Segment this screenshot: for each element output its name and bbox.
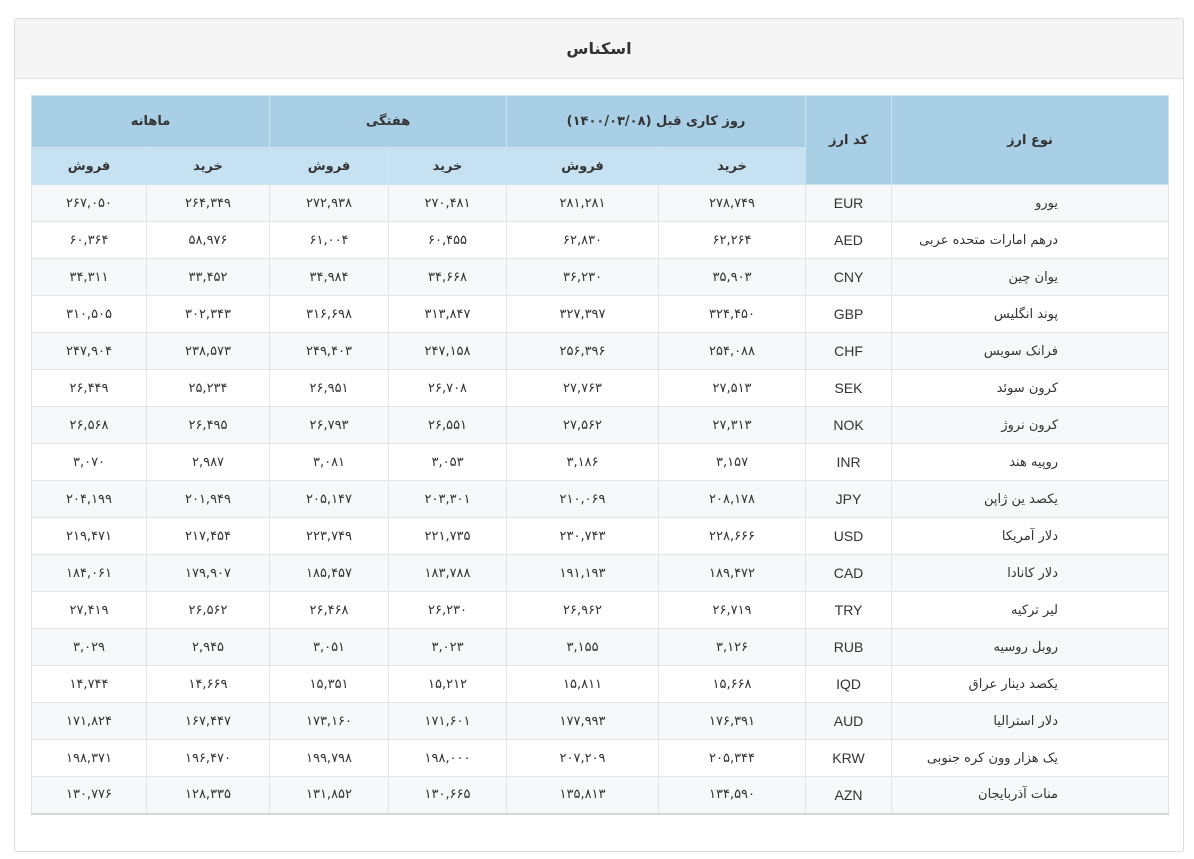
header-monthly: ماهانه: [32, 96, 270, 148]
table-row: [32, 629, 1169, 666]
monthly-sell: ۲۴۷,۹۰۴: [32, 333, 147, 370]
monthly-buy: ۲۱۷,۴۵۴: [147, 518, 270, 555]
weekly-sell: ۶۱,۰۰۴: [270, 222, 389, 259]
prev-day-sell: ۲۰۷,۲۰۹: [507, 740, 659, 777]
weekly-sell: ۲۰۵,۱۴۷: [270, 481, 389, 518]
prev-day-buy: ۲۰۸,۱۷۸: [659, 481, 806, 518]
monthly-buy: ۱۷۹,۹۰۷: [147, 555, 270, 592]
prev-day-buy: ۱۸۹,۴۷۲: [659, 555, 806, 592]
prev-day-buy: ۳,۱۲۶: [659, 629, 806, 666]
weekly-buy: ۳,۰۵۳: [389, 444, 507, 481]
prev-day-buy: ۲۷,۵۱۳: [659, 370, 806, 407]
currency-code: AUD: [806, 703, 892, 740]
monthly-buy: ۱۴,۶۶۹: [147, 666, 270, 703]
header-monthly-buy: خرید: [147, 148, 270, 185]
monthly-sell: ۲۱۹,۴۷۱: [32, 518, 147, 555]
prev-day-sell: ۳۲۷,۳۹۷: [507, 296, 659, 333]
monthly-buy: ۲۰۱,۹۴۹: [147, 481, 270, 518]
weekly-sell: ۲۴۹,۴۰۳: [270, 333, 389, 370]
monthly-sell: ۳۱۰,۵۰۵: [32, 296, 147, 333]
weekly-buy: ۲۰۳,۳۰۱: [389, 481, 507, 518]
table-row: [32, 370, 1169, 407]
currency-name: کرون سوئد: [892, 370, 1169, 407]
monthly-buy: ۱۹۶,۴۷۰: [147, 740, 270, 777]
header-weekly: هفتگی: [270, 96, 507, 148]
table-row: [32, 740, 1169, 777]
currency-name: پوند انگلیس: [892, 296, 1169, 333]
prev-day-buy: ۳,۱۵۷: [659, 444, 806, 481]
prev-day-buy: ۲۷,۳۱۳: [659, 407, 806, 444]
monthly-sell: ۲۶,۵۶۸: [32, 407, 147, 444]
table-row: [32, 259, 1169, 296]
table-row: [32, 444, 1169, 481]
currency-code: IQD: [806, 666, 892, 703]
weekly-sell: ۳۴,۹۸۴: [270, 259, 389, 296]
monthly-buy: ۳۳,۴۵۲: [147, 259, 270, 296]
prev-day-sell: ۲۱۰,۰۶۹: [507, 481, 659, 518]
weekly-buy: ۱۸۳,۷۸۸: [389, 555, 507, 592]
prev-day-buy: ۲۲۸,۶۶۶: [659, 518, 806, 555]
currency-name: فرانک سویس: [892, 333, 1169, 370]
monthly-sell: ۳۴,۳۱۱: [32, 259, 147, 296]
weekly-sell: ۱۸۵,۴۵۷: [270, 555, 389, 592]
prev-day-sell: ۳,۱۸۶: [507, 444, 659, 481]
currency-name: دلار استرالیا: [892, 703, 1169, 740]
currency-name: یورو: [892, 185, 1169, 222]
monthly-sell: ۱۷۱,۸۲۴: [32, 703, 147, 740]
monthly-sell: ۱۴,۷۴۴: [32, 666, 147, 703]
currency-code: RUB: [806, 629, 892, 666]
prev-day-buy: ۳۵,۹۰۳: [659, 259, 806, 296]
currency-code: USD: [806, 518, 892, 555]
weekly-sell: ۲۶,۷۹۳: [270, 407, 389, 444]
table-row: [32, 481, 1169, 518]
header-prev-day: روز کاری قبل (۱۴۰۰/۰۳/۰۸): [507, 96, 806, 148]
weekly-buy: ۲۶,۵۵۱: [389, 407, 507, 444]
monthly-sell: ۲۶,۴۴۹: [32, 370, 147, 407]
table-row: [32, 296, 1169, 333]
currency-name: درهم امارات متحده عربی: [892, 222, 1169, 259]
prev-day-buy: ۲۶,۷۱۹: [659, 592, 806, 629]
prev-day-sell: ۲۷,۷۶۳: [507, 370, 659, 407]
prev-day-sell: ۱۳۵,۸۱۳: [507, 777, 659, 814]
currency-code: CNY: [806, 259, 892, 296]
currency-name: دلار کانادا: [892, 555, 1169, 592]
monthly-sell: ۱۳۰,۷۷۶: [32, 777, 147, 814]
prev-day-sell: ۲۶,۹۶۲: [507, 592, 659, 629]
weekly-buy: ۳,۰۲۳: [389, 629, 507, 666]
prev-day-sell: ۱۵,۸۱۱: [507, 666, 659, 703]
weekly-buy: ۲۲۱,۷۳۵: [389, 518, 507, 555]
prev-day-buy: ۱۳۴,۵۹۰: [659, 777, 806, 814]
weekly-sell: ۱۷۳,۱۶۰: [270, 703, 389, 740]
monthly-buy: ۵۸,۹۷۶: [147, 222, 270, 259]
prev-day-buy: ۳۲۴,۴۵۰: [659, 296, 806, 333]
weekly-sell: ۳,۰۸۱: [270, 444, 389, 481]
weekly-sell: ۱۹۹,۷۹۸: [270, 740, 389, 777]
prev-day-sell: ۲۷,۵۶۲: [507, 407, 659, 444]
monthly-buy: ۳۰۲,۳۴۳: [147, 296, 270, 333]
panel-title: اسکناس: [15, 19, 1183, 79]
prev-day-buy: ۲۷۸,۷۴۹: [659, 185, 806, 222]
weekly-buy: ۱۵,۲۱۲: [389, 666, 507, 703]
prev-day-sell: ۲۵۶,۳۹۶: [507, 333, 659, 370]
prev-day-buy: ۱۷۶,۳۹۱: [659, 703, 806, 740]
prev-day-buy: ۲۵۴,۰۸۸: [659, 333, 806, 370]
prev-day-sell: ۳۶,۲۳۰: [507, 259, 659, 296]
table-row: [32, 666, 1169, 703]
table-row: [32, 777, 1169, 814]
currency-name: روپیه هند: [892, 444, 1169, 481]
monthly-sell: ۲۰۴,۱۹۹: [32, 481, 147, 518]
monthly-buy: ۲۶,۵۶۲: [147, 592, 270, 629]
currency-name: یکصد ین ژاپن: [892, 481, 1169, 518]
currency-code: AZN: [806, 777, 892, 814]
prev-day-sell: ۲۸۱,۲۸۱: [507, 185, 659, 222]
monthly-sell: ۳,۰۲۹: [32, 629, 147, 666]
currency-code: GBP: [806, 296, 892, 333]
monthly-buy: ۱۲۸,۳۳۵: [147, 777, 270, 814]
header-weekly-buy: خرید: [389, 148, 507, 185]
prev-day-sell: ۱۹۱,۱۹۳: [507, 555, 659, 592]
weekly-sell: ۲۷۲,۹۳۸: [270, 185, 389, 222]
rates-table-wrapper: [31, 95, 1168, 815]
weekly-buy: ۲۴۷,۱۵۸: [389, 333, 507, 370]
currency-code: AED: [806, 222, 892, 259]
header-currency-type: نوع ارز: [892, 96, 1169, 185]
table-row: [32, 333, 1169, 370]
weekly-buy: ۱۷۱,۶۰۱: [389, 703, 507, 740]
weekly-buy: ۱۹۸,۰۰۰: [389, 740, 507, 777]
weekly-buy: ۶۰,۴۵۵: [389, 222, 507, 259]
currency-code: SEK: [806, 370, 892, 407]
monthly-buy: ۲,۹۸۷: [147, 444, 270, 481]
table-row: [32, 407, 1169, 444]
table-row: [32, 185, 1169, 222]
weekly-buy: ۳۱۳,۸۴۷: [389, 296, 507, 333]
monthly-buy: ۲۶,۴۹۵: [147, 407, 270, 444]
rates-table: [31, 95, 1169, 815]
monthly-sell: ۱۸۴,۰۶۱: [32, 555, 147, 592]
currency-code: INR: [806, 444, 892, 481]
currency-code: TRY: [806, 592, 892, 629]
currency-code: CAD: [806, 555, 892, 592]
monthly-buy: ۲۳۸,۵۷۳: [147, 333, 270, 370]
currency-code: CHF: [806, 333, 892, 370]
weekly-sell: ۲۲۳,۷۴۹: [270, 518, 389, 555]
exchange-panel: [14, 18, 1184, 852]
header-currency-code: کد ارز: [806, 96, 892, 185]
currency-name: یک هزار وون کره جنوبی: [892, 740, 1169, 777]
weekly-buy: ۱۳۰,۶۶۵: [389, 777, 507, 814]
weekly-sell: ۱۵,۳۵۱: [270, 666, 389, 703]
weekly-sell: ۱۳۱,۸۵۲: [270, 777, 389, 814]
weekly-buy: ۲۶,۷۰۸: [389, 370, 507, 407]
table-row: [32, 222, 1169, 259]
currency-code: JPY: [806, 481, 892, 518]
prev-day-buy: ۲۰۵,۳۴۴: [659, 740, 806, 777]
prev-day-sell: ۶۲,۸۳۰: [507, 222, 659, 259]
header-prev-day-buy: خرید: [659, 148, 806, 185]
table-row: [32, 518, 1169, 555]
currency-name: لیر ترکیه: [892, 592, 1169, 629]
currency-name: دلار آمریکا: [892, 518, 1169, 555]
currency-code: KRW: [806, 740, 892, 777]
table-row: [32, 703, 1169, 740]
weekly-sell: ۲۶,۹۵۱: [270, 370, 389, 407]
prev-day-sell: ۲۳۰,۷۴۳: [507, 518, 659, 555]
monthly-buy: ۱۶۷,۴۴۷: [147, 703, 270, 740]
monthly-buy: ۲۶۴,۳۴۹: [147, 185, 270, 222]
weekly-buy: ۲۶,۲۳۰: [389, 592, 507, 629]
currency-name: یوان چین: [892, 259, 1169, 296]
monthly-buy: ۲۵,۲۳۴: [147, 370, 270, 407]
header-monthly-sell: فروش: [32, 148, 147, 185]
monthly-sell: ۳,۰۷۰: [32, 444, 147, 481]
currency-name: روبل روسیه: [892, 629, 1169, 666]
monthly-buy: ۲,۹۴۵: [147, 629, 270, 666]
table-row: [32, 592, 1169, 629]
currency-name: منات آذربایجان: [892, 777, 1169, 814]
monthly-sell: ۱۹۸,۳۷۱: [32, 740, 147, 777]
weekly-buy: ۳۴,۶۶۸: [389, 259, 507, 296]
prev-day-sell: ۳,۱۵۵: [507, 629, 659, 666]
currency-code: NOK: [806, 407, 892, 444]
header-weekly-sell: فروش: [270, 148, 389, 185]
header-prev-day-sell: فروش: [507, 148, 659, 185]
prev-day-buy: ۶۲,۲۶۴: [659, 222, 806, 259]
weekly-sell: ۳۱۶,۶۹۸: [270, 296, 389, 333]
monthly-sell: ۲۷,۴۱۹: [32, 592, 147, 629]
monthly-sell: ۶۰,۳۶۴: [32, 222, 147, 259]
weekly-sell: ۳,۰۵۱: [270, 629, 389, 666]
weekly-sell: ۲۶,۴۶۸: [270, 592, 389, 629]
currency-name: کرون نروژ: [892, 407, 1169, 444]
prev-day-sell: ۱۷۷,۹۹۳: [507, 703, 659, 740]
table-row: [32, 555, 1169, 592]
prev-day-buy: ۱۵,۶۶۸: [659, 666, 806, 703]
weekly-buy: ۲۷۰,۴۸۱: [389, 185, 507, 222]
currency-name: یکصد دینار عراق: [892, 666, 1169, 703]
currency-code: EUR: [806, 185, 892, 222]
monthly-sell: ۲۶۷,۰۵۰: [32, 185, 147, 222]
